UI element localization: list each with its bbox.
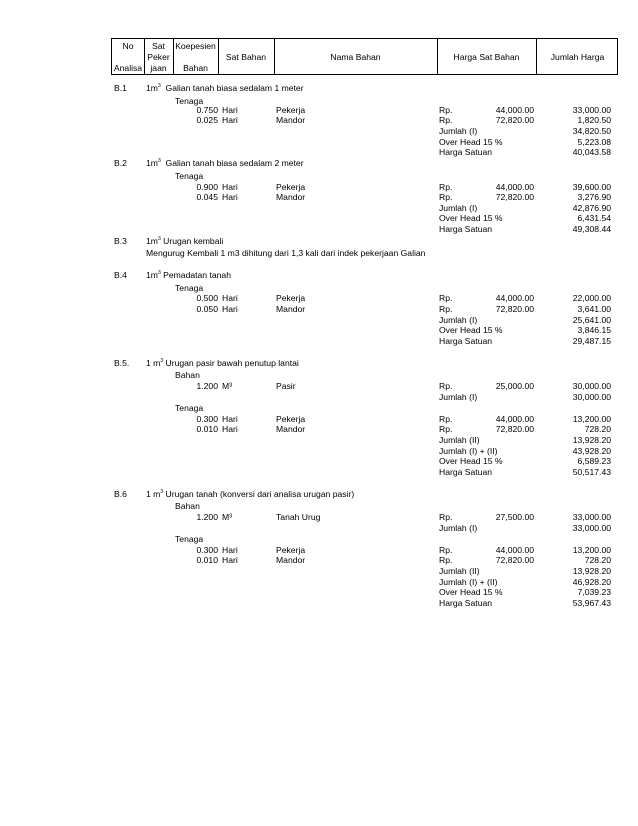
- koefisien: 0.900: [196, 182, 218, 192]
- currency: Rp.: [439, 293, 453, 303]
- header-harga-sat: Harga Sat Bahan: [453, 52, 520, 62]
- analisa-title: $1m^3$ Pemadatan tanah: [146, 270, 231, 280]
- total-label: Jumlah (I) + (II): [439, 446, 498, 456]
- satuan: Hari: [222, 424, 238, 434]
- header-jumlah-harga: Jumlah Harga: [550, 52, 605, 62]
- koefisien: 1.200: [196, 512, 218, 522]
- section-label: Bahan: [175, 370, 200, 380]
- header-koefisien: Bahan: [183, 63, 208, 73]
- overhead-label: Over Head 15 %: [439, 456, 503, 466]
- analisa-code: B.3: [114, 236, 127, 246]
- analisa-title: $1m^3$ Galian tanah biasa sedalam 1 meter: [146, 83, 304, 93]
- satuan: Hari: [222, 414, 238, 424]
- currency: Rp.: [439, 192, 453, 202]
- total-label: Jumlah (I) + (II): [439, 577, 498, 587]
- section-label: Tenaga: [175, 171, 204, 181]
- total-value: 13,928.20: [572, 435, 611, 445]
- overhead-value: 5,223.08: [577, 137, 611, 147]
- jumlah-harga: 3,276.90: [577, 192, 611, 202]
- analisa-code: B.1: [114, 83, 127, 93]
- section-label: Tenaga: [175, 534, 204, 544]
- harga-satuan: 44,000.00: [495, 414, 534, 424]
- harga-satuan-label: Harga Satuan: [439, 598, 493, 608]
- jumlah-harga: 30,000.00: [572, 381, 611, 391]
- jumlah-harga: 33,000.00: [572, 105, 611, 115]
- harga-satuan: 44,000.00: [495, 105, 534, 115]
- total-value: 30,000.00: [572, 392, 611, 402]
- jumlah-harga: 3,641.00: [577, 304, 611, 314]
- nama-bahan: Mandor: [276, 192, 306, 202]
- currency: Rp.: [439, 105, 453, 115]
- harga-satuan-value: 50,517.43: [572, 467, 611, 477]
- section-label: Tenaga: [175, 96, 204, 106]
- header-sat: Peker: [147, 52, 170, 62]
- nama-bahan: Pekerja: [276, 105, 306, 115]
- overhead-label: Over Head 15 %: [439, 325, 503, 335]
- total-label: Jumlah (II): [439, 435, 480, 445]
- koefisien: 0.010: [196, 424, 218, 434]
- total-label: Jumlah (I): [439, 126, 478, 136]
- analisa-note: Mengurug Kembali 1 m3 dihitung dari 1,3 kali dari indek pekerjaan Galian: [146, 248, 426, 258]
- header-sat: jaan: [150, 63, 167, 73]
- overhead-value: 6,589.23: [577, 456, 611, 466]
- currency: Rp.: [439, 512, 453, 522]
- currency: Rp.: [439, 414, 453, 424]
- total-label: Jumlah (I): [439, 523, 478, 533]
- jumlah-harga: 13,200.00: [572, 414, 611, 424]
- satuan: Hari: [222, 545, 238, 555]
- harga-satuan-label: Harga Satuan: [439, 336, 493, 346]
- satuan: Hari: [222, 115, 238, 125]
- total-label: Jumlah (II): [439, 566, 480, 576]
- total-label: Jumlah (I): [439, 203, 478, 213]
- jumlah-harga: 33,000.00: [572, 512, 611, 522]
- koefisien: 0.500: [196, 293, 218, 303]
- harga-satuan: 72,820.00: [495, 115, 534, 125]
- overhead-value: 6,431.54: [577, 213, 611, 223]
- koefisien: 0.300: [196, 545, 218, 555]
- total-value: 43,928.20: [572, 446, 611, 456]
- total-value: 25,641.00: [572, 315, 611, 325]
- header-sat: Sat: [152, 41, 165, 51]
- harga-satuan-label: Harga Satuan: [439, 224, 493, 234]
- jumlah-harga: 728.20: [584, 555, 611, 565]
- jumlah-harga: 728.20: [584, 424, 611, 434]
- currency: Rp.: [439, 182, 453, 192]
- harga-satuan: 25,000.00: [495, 381, 534, 391]
- header-nama-bahan: Nama Bahan: [330, 52, 381, 62]
- koefisien: 0.050: [196, 304, 218, 314]
- analisa-title: $1m^3$ Galian tanah biasa sedalam 2 meter: [146, 158, 304, 168]
- harga-satuan-value: 49,308.44: [572, 224, 611, 234]
- harga-satuan: 27,500.00: [495, 512, 534, 522]
- harga-satuan-value: 40,043.58: [572, 147, 611, 157]
- table-header: [111, 38, 618, 75]
- section-label: Tenaga: [175, 403, 204, 413]
- harga-satuan-label: Harga Satuan: [439, 467, 493, 477]
- total-value: 34,820.50: [572, 126, 611, 136]
- satuan: M³: [222, 512, 233, 522]
- analisa-title: 1 $m^3$ Urugan tanah (konversi dari analisa urugan pasir): [146, 489, 355, 499]
- koefisien: 0.025: [196, 115, 218, 125]
- koefisien: 0.010: [196, 555, 218, 565]
- currency: Rp.: [439, 424, 453, 434]
- nama-bahan: Pasir: [276, 381, 296, 391]
- total-value: 42,876.90: [572, 203, 611, 213]
- total-value: 46,928.20: [572, 577, 611, 587]
- analisa-code: B.6: [114, 489, 127, 499]
- nama-bahan: Pekerja: [276, 414, 306, 424]
- satuan: Hari: [222, 182, 238, 192]
- currency: Rp.: [439, 555, 453, 565]
- currency: Rp.: [439, 381, 453, 391]
- satuan: Hari: [222, 192, 238, 202]
- harga-satuan-value: 53,967.43: [572, 598, 611, 608]
- harga-satuan: 44,000.00: [495, 182, 534, 192]
- nama-bahan: Mandor: [276, 304, 306, 314]
- satuan: Hari: [222, 293, 238, 303]
- header-sat-bahan: Sat Bahan: [225, 52, 267, 62]
- jumlah-harga: 1,820.50: [577, 115, 611, 125]
- section-label: Bahan: [175, 501, 200, 511]
- harga-satuan: 44,000.00: [495, 293, 534, 303]
- satuan: Hari: [222, 304, 238, 314]
- header-koefisien: Koepesien: [175, 41, 216, 51]
- overhead-label: Over Head 15 %: [439, 587, 503, 597]
- harga-satuan: 72,820.00: [495, 424, 534, 434]
- satuan: Hari: [222, 555, 238, 565]
- jumlah-harga: 39,600.00: [572, 182, 611, 192]
- overhead-value: 3,846.15: [577, 325, 611, 335]
- harga-satuan: 72,820.00: [495, 304, 534, 314]
- currency: Rp.: [439, 304, 453, 314]
- total-value: 33,000.00: [572, 523, 611, 533]
- overhead-label: Over Head 15 %: [439, 213, 503, 223]
- analisa-title: $1m^3$ Urugan kembali: [146, 236, 224, 246]
- nama-bahan: Pekerja: [276, 545, 306, 555]
- nama-bahan: Mandor: [276, 555, 306, 565]
- harga-satuan: 72,820.00: [495, 555, 534, 565]
- overhead-label: Over Head 15 %: [439, 137, 503, 147]
- header-no: No: [122, 41, 134, 51]
- nama-bahan: Pekerja: [276, 293, 306, 303]
- overhead-value: 7,039.23: [577, 587, 611, 597]
- koefisien: 1.200: [196, 381, 218, 391]
- satuan: Hari: [222, 105, 238, 115]
- currency: Rp.: [439, 545, 453, 555]
- header-analisa: Analisa: [113, 63, 143, 73]
- analisa-code: B.4: [114, 270, 127, 280]
- jumlah-harga: 13,200.00: [572, 545, 611, 555]
- harga-satuan: 44,000.00: [495, 545, 534, 555]
- harga-satuan-label: Harga Satuan: [439, 147, 493, 157]
- satuan: M³: [222, 381, 233, 391]
- koefisien: 0.045: [196, 192, 218, 202]
- analisa-title: 1 $m^3$ Urugan pasir bawah penutup lantai: [146, 358, 299, 368]
- nama-bahan: Tanah Urug: [276, 512, 321, 522]
- koefisien: 0.300: [196, 414, 218, 424]
- jumlah-harga: 22,000.00: [572, 293, 611, 303]
- nama-bahan: Mandor: [276, 424, 306, 434]
- harga-satuan-value: 29,487.15: [572, 336, 611, 346]
- nama-bahan: Mandor: [276, 115, 306, 125]
- koefisien: 0.750: [196, 105, 218, 115]
- section-label: Tenaga: [175, 283, 204, 293]
- currency: Rp.: [439, 115, 453, 125]
- analisa-code: B.5.: [114, 358, 130, 368]
- total-label: Jumlah (I): [439, 392, 478, 402]
- total-label: Jumlah (I): [439, 315, 478, 325]
- harga-satuan: 72,820.00: [495, 192, 534, 202]
- nama-bahan: Pekerja: [276, 182, 306, 192]
- total-value: 13,928.20: [572, 566, 611, 576]
- analisa-code: B.2: [114, 158, 127, 168]
